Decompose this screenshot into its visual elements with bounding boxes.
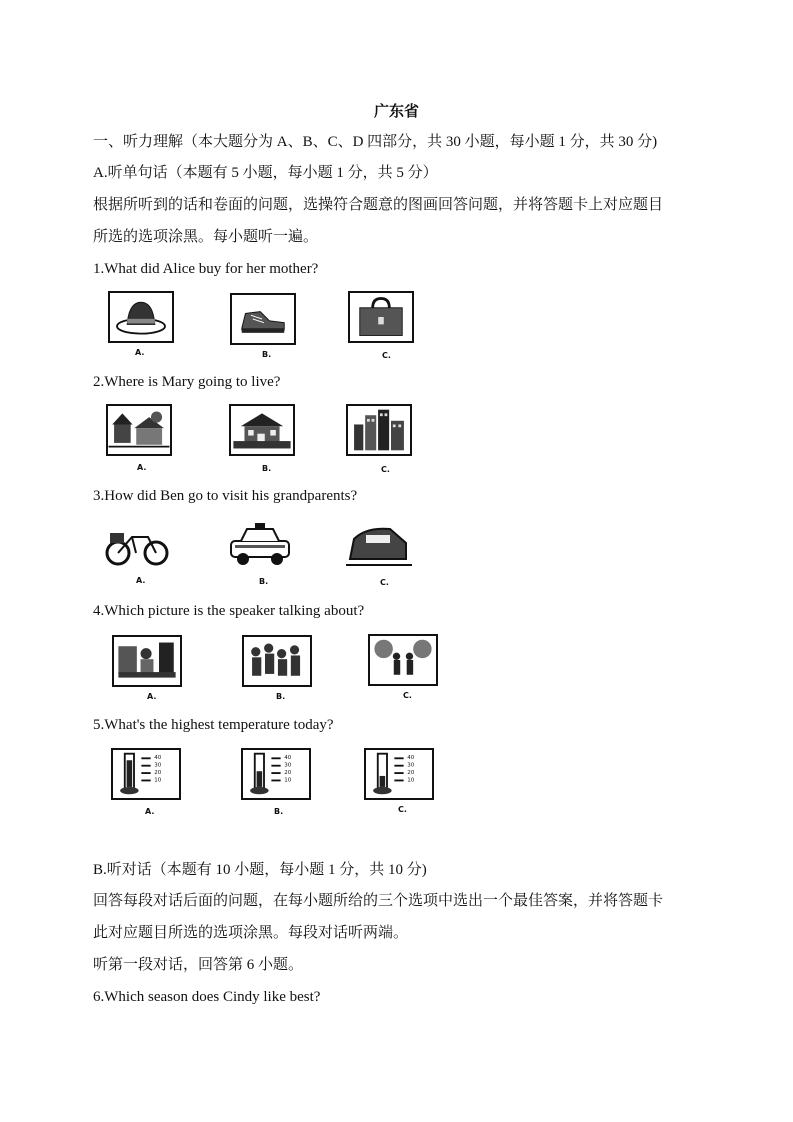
option-label: A. <box>136 576 146 585</box>
hat-icon[interactable] <box>108 291 174 343</box>
thermometer-fill <box>257 771 263 787</box>
option-label: B. <box>259 577 269 586</box>
svg-text:20: 20 <box>284 770 292 776</box>
partB-first-dialogue: 听第一段对话，回答第 6 小题。 <box>93 957 304 973</box>
thermometer-fill <box>127 760 133 787</box>
svg-text:40: 40 <box>407 755 415 762</box>
svg-text:30: 30 <box>284 762 292 769</box>
thermo-svg-A <box>113 750 179 798</box>
svg-text:10: 10 <box>284 777 292 784</box>
question-5: 5.What's the highest temperature today? <box>93 717 334 733</box>
question-6: 6.Which season does Cindy like best? <box>93 989 321 1005</box>
svg-text:20: 20 <box>154 770 162 776</box>
option-label: B. <box>276 692 286 701</box>
question-4: 4.Which picture is the speaker talking about? <box>93 603 365 619</box>
family-room-icon[interactable] <box>112 635 182 687</box>
page-title: 广东省 <box>373 102 419 120</box>
question-5-options <box>0 747 793 817</box>
thermometer-low-icon[interactable] <box>364 748 434 800</box>
option-label: C. <box>403 691 412 700</box>
partB-instruction-2: 此对应题目所选的选项涂黑。每段对话听两端。 <box>93 925 409 941</box>
option-label: A. <box>137 463 147 472</box>
option-label: C. <box>382 351 391 360</box>
option-label: A. <box>147 692 157 701</box>
partB-instruction-1: 回答每段对话后面的问题，在每小题所给的三个选项中选出一个最佳答案，并将答题卡 <box>93 893 664 909</box>
park-people-icon[interactable] <box>368 634 438 686</box>
question-3-options <box>0 518 793 588</box>
partB-heading: B.听对话（本题有 10 小题，每小题 1 分，共 10 分) <box>93 862 427 878</box>
partA-heading: A.听单句话（本题有 5 小题，每小题 1 分，共 5 分） <box>93 165 438 181</box>
handbag-icon[interactable] <box>348 291 414 343</box>
thermometer-fill <box>380 776 386 787</box>
svg-text:20: 20 <box>407 770 415 776</box>
sneakers-icon[interactable] <box>230 293 296 345</box>
partA-instruction-2: 所选的选项涂黑。每小题听一遍。 <box>93 229 319 245</box>
option-label: C. <box>398 805 407 814</box>
train-icon[interactable] <box>346 519 412 571</box>
option-label: A. <box>145 807 155 816</box>
svg-text:30: 30 <box>154 762 162 769</box>
taxi-icon[interactable] <box>227 519 293 571</box>
question-4-options <box>0 633 793 703</box>
question-2-options <box>0 403 793 473</box>
option-label: C. <box>381 465 390 474</box>
option-label: A. <box>135 348 145 357</box>
city-buildings-icon[interactable] <box>346 404 412 456</box>
svg-text:40: 40 <box>284 755 292 762</box>
svg-text:10: 10 <box>407 777 415 784</box>
thermometer-high-icon[interactable] <box>111 748 181 800</box>
question-1: 1.What did Alice buy for her mother? <box>93 261 319 277</box>
partA-instruction-1: 根据所听到的话和卷面的问题，选操符合题意的图画回答问题，并将答题卡上对应题目 <box>93 197 664 213</box>
svg-text:30: 30 <box>407 762 415 769</box>
option-label: B. <box>274 807 284 816</box>
crowd-icon[interactable] <box>242 635 312 687</box>
village-icon[interactable] <box>106 404 172 456</box>
question-2: 2.Where is Mary going to live? <box>93 374 281 390</box>
option-label: B. <box>262 350 272 359</box>
bicycle-icon[interactable] <box>104 519 170 571</box>
option-label: B. <box>262 464 272 473</box>
section1-heading: 一、听力理解（本大题分为 A、B、C、D 四部分，共 30 小题，每小题 1 分，共 30 分) <box>93 134 658 150</box>
question-1-options <box>0 290 793 360</box>
question-3: 3.How did Ben go to visit his grandparents? <box>93 488 358 504</box>
house-icon[interactable] <box>229 404 295 456</box>
svg-text:10: 10 <box>154 777 162 784</box>
thermometer-mid-icon[interactable] <box>241 748 311 800</box>
option-label: C. <box>380 578 389 587</box>
svg-text:40: 40 <box>154 755 162 762</box>
